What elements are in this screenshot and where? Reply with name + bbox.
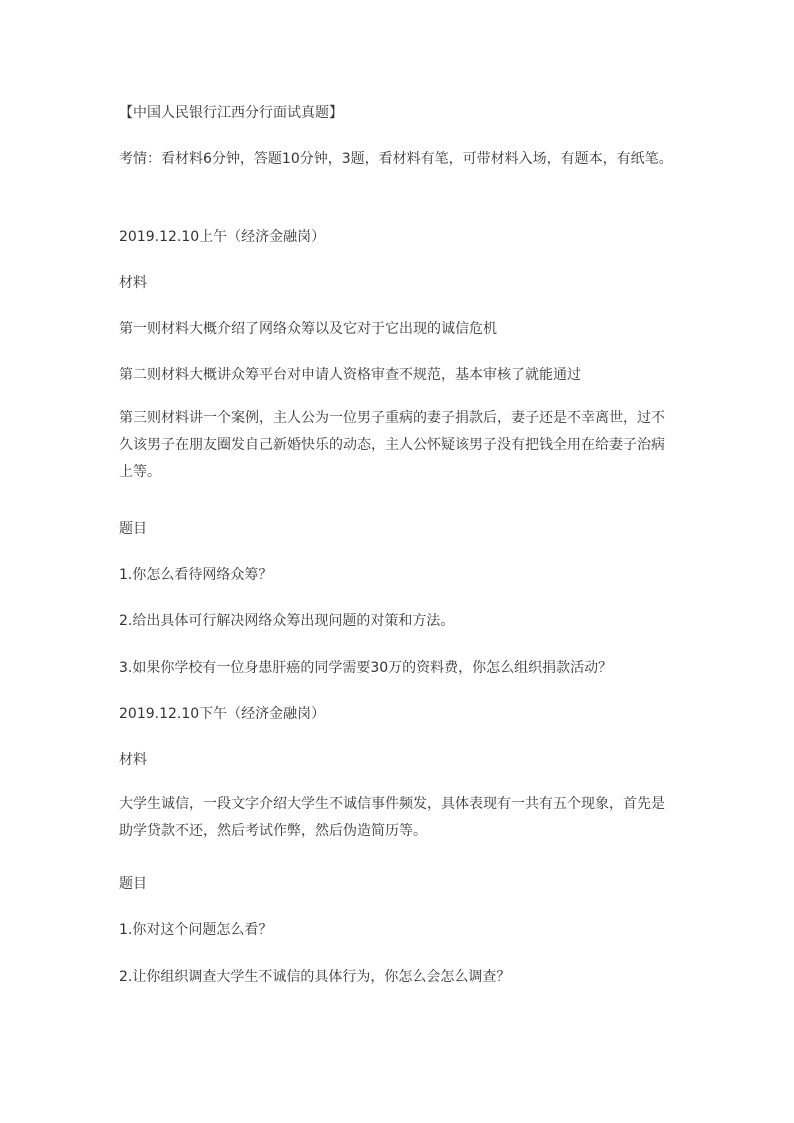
- question-label: 题目: [119, 876, 147, 892]
- paragraph-line: 大学生诚信，一段文字介绍大学生不诚信事件频发，具体表现有一共有五个现象，首先是: [119, 796, 665, 812]
- question-item: 2.让你组织调查大学生不诚信的具体行为，你怎么会怎么调查？: [119, 969, 511, 985]
- material-item: 第一则材料大概介绍了网络众筹以及它对于它出现的诚信危机: [119, 321, 497, 337]
- question-item: 2.给出具体可行解决网络众筹出现问题的对策和方法。: [119, 613, 455, 629]
- material-item: 第二则材料大概讲众筹平台对申请人资格审查不规范，基本审核了就能通过: [119, 367, 581, 383]
- session-heading-morning: 2019.12.10上午（经济金融岗）: [119, 229, 326, 245]
- material-label: 材料: [119, 752, 147, 768]
- paragraph-line: 上等。: [119, 464, 161, 480]
- paragraph-line: 第三则材料讲一个案例，主人公为一位男子重病的妻子捐款后，妻子还是不幸离世，过不: [119, 410, 665, 426]
- question-item: 1.你对这个问题怎么看？: [119, 922, 273, 938]
- session-heading-afternoon: 2019.12.10下午（经济金融岗）: [119, 706, 326, 722]
- question-label: 题目: [119, 521, 147, 537]
- question-item: 3.如果你学校有一位身患肝癌的同学需要30万的资料费，你怎么组织捐款活动？: [119, 660, 613, 676]
- paragraph-line: 久该男子在朋友圈发自己新婚快乐的动态，主人公怀疑该男子没有把钱全用在给妻子治病: [119, 437, 665, 453]
- doc-title: 【中国人民银行江西分行面试真题】: [119, 105, 343, 121]
- doc-intro: 考情：看材料6分钟，答题10分钟，3题，看材料有笔，可带材料入场，有题本，有纸笔。: [119, 151, 673, 167]
- question-item: 1.你怎么看待网络众筹？: [119, 567, 273, 583]
- material-label: 材料: [119, 275, 147, 291]
- paragraph-line: 助学贷款不还，然后考试作弊，然后伪造简历等。: [119, 823, 427, 839]
- material-paragraph: [119, 791, 679, 845]
- material-case-paragraph: [119, 405, 679, 486]
